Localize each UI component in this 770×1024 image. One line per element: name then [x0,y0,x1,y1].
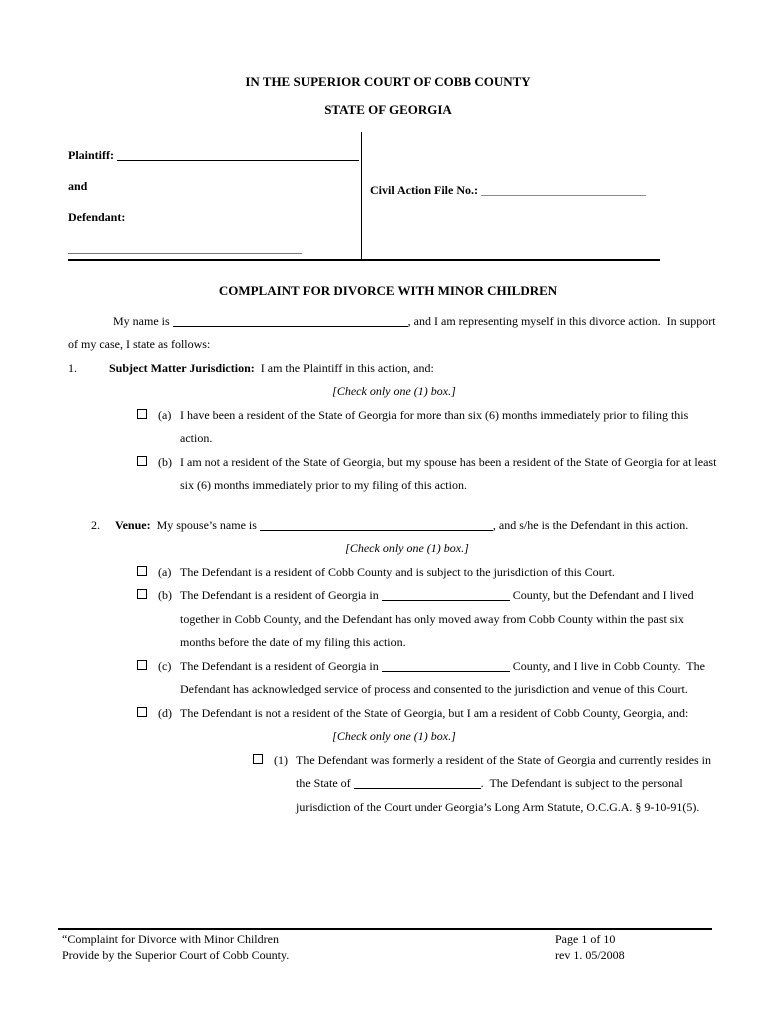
and-label: and [68,179,88,193]
checkbox-venue-c[interactable] [137,660,147,670]
venue-option-b [68,584,720,655]
page-content [68,0,720,819]
option-letter: (a) [158,564,172,579]
venue-lead-after: , and s/he is the Defendant in this action. [492,517,689,532]
intro-text-before: My name is [113,313,173,328]
intro-text-after: , and I am representing myself in this divorce action. In support of my case, I state as follows: [68,313,719,351]
checkbox-venue-d1[interactable] [253,754,263,764]
section-number: 2. [91,517,100,532]
checkbox-venue-d[interactable] [137,707,147,717]
option-text: I have been a resident of the State of Georgia for more than six (6) months immediately prior to filing this action. [180,407,692,445]
venue-lead-before: My spouse’s name is [150,517,260,532]
option-text: The Defendant is a resident of Cobb County and is subject to the jurisdiction of this Court. [180,564,615,579]
checkbox-venue-b[interactable] [137,589,147,599]
civil-action-number-blank[interactable] [481,183,646,196]
check-only-one-note: [Check only one (1) box.] [332,729,456,743]
venue-option-d1 [68,749,720,820]
option-number: (1) [274,752,288,767]
footer-title-line: “Complaint for Divorce with Minor Children [62,932,279,946]
plaintiff-row [68,140,361,171]
checkbox-venue-a[interactable] [137,566,147,576]
footer-provider-line: Provide by the Superior Court of Cobb County. [62,947,290,962]
section-number: 1. [68,360,77,375]
section-heading: Venue: [115,517,151,532]
plaintiff-name-blank[interactable] [117,148,359,161]
intro-paragraph [68,310,720,357]
case-caption-block [68,132,660,261]
county-blank[interactable] [382,659,510,672]
state-blank[interactable] [354,776,481,789]
option-text-after: . The Defendant is subject to the personal jurisdiction of the Court under Georgia’s Long Arm Statute, O.C.G.A. § 9-10-91(5). [296,776,700,814]
footer-document-info [58,932,555,963]
plaintiff-label: Plaintiff: [68,148,114,162]
option-text: I am not a resident of the State of Georgia, but my spouse has been a resident of the State of Georgia for at least six (6) months immediately prior to my filing of this action. [180,454,720,492]
checkbox-jurisdiction-b[interactable] [137,456,147,466]
option-letter: (a) [158,407,172,422]
civil-action-label: Civil Action File No.: [370,183,478,197]
venue-option-a [68,561,720,585]
section-jurisdiction [68,357,720,381]
my-name-blank[interactable] [173,314,408,327]
option-letter: (d) [158,705,172,720]
option-letter: (b) [158,454,172,469]
check-only-one-note: [Check only one (1) box.] [345,541,469,555]
venue-option-c [68,655,720,702]
option-text-after: County, but the Defendant and I lived together in Cobb County, and the Defendant has only moved away from Cobb County within the past six months before the date of my filing this action. [180,588,697,649]
and-row [68,171,361,202]
defendant-row [68,202,361,264]
checkbox-jurisdiction-a[interactable] [137,409,147,419]
option-letter: (c) [158,658,172,673]
option-text-before: The Defendant was formerly a resident of the State of Georgia and currently resides in the State of [296,752,714,790]
state-line: STATE OF GEORGIA [324,102,452,117]
venue-option-d [68,702,720,726]
document-title: COMPLAINT FOR DIVORCE WITH MINOR CHILDREN [218,283,558,298]
footer-page-number: Page 1 of 10 [555,932,616,946]
spouse-name-blank[interactable] [260,518,493,531]
check-only-one-note: [Check only one (1) box.] [332,384,456,398]
section-heading: Subject Matter Jurisdiction: [109,360,255,375]
court-header [68,0,708,124]
defendant-name-blank[interactable] [68,241,302,254]
jurisdiction-option-a [68,404,720,451]
option-text-before: The Defendant is a resident of Georgia in [180,658,382,673]
footer-page-info [555,932,712,963]
court-name-line: IN THE SUPERIOR COURT OF COBB COUNTY [245,74,531,89]
section-venue [68,514,720,538]
parties-column [68,132,362,259]
civil-action-column [362,132,660,259]
jurisdiction-option-b [68,451,720,498]
option-text-before: The Defendant is a resident of Georgia in [180,588,382,602]
footer-revision: rev 1. 05/2008 [555,947,625,962]
option-letter: (b) [158,588,172,602]
defendant-label: Defendant: [68,210,126,224]
section-lead: I am the Plaintiff in this action, and: [254,360,434,375]
county-blank[interactable] [382,588,510,601]
option-text-after: County, and I live in Cobb County. The Defendant has acknowledged service of process and consented to the jurisdiction and venue of this Court. [180,658,708,696]
option-text: The Defendant is not a resident of the State of Georgia, but I am a resident of Cobb County, Georgia, and: [180,705,689,720]
page-footer [58,928,712,963]
